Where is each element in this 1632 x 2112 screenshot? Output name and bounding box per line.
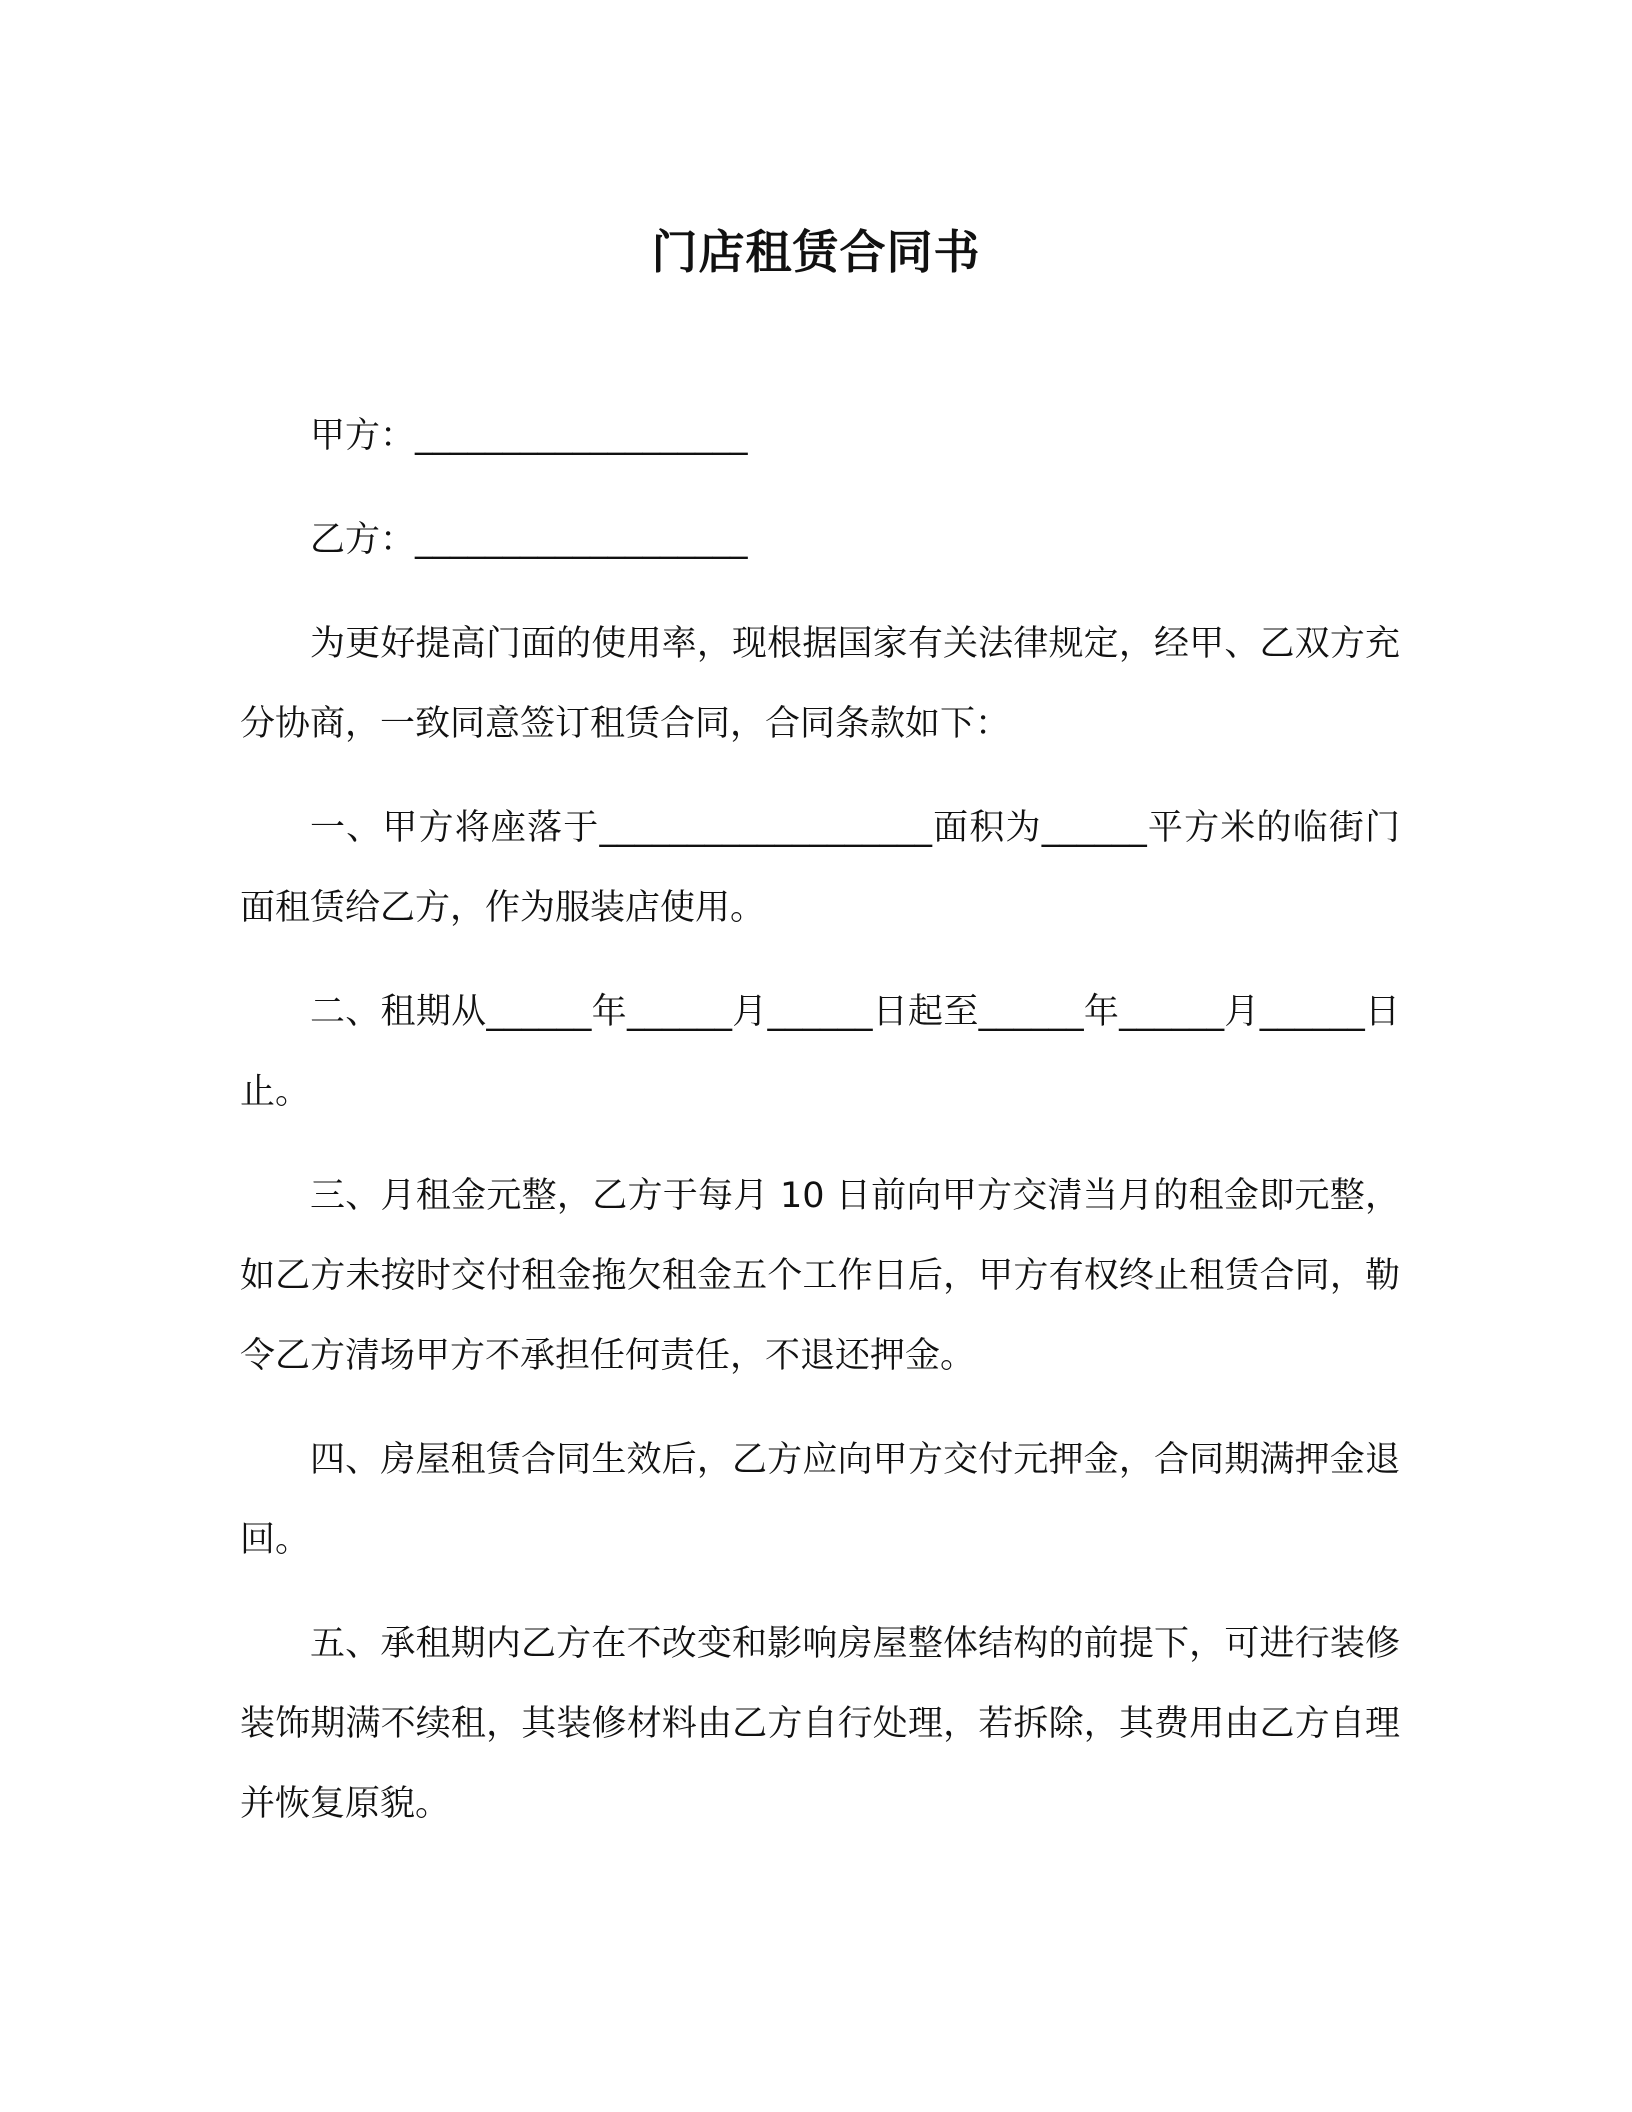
party-a-line: 甲方：___________________: [310, 416, 748, 456]
party-b-line: 乙方：___________________: [310, 520, 748, 560]
clause-2: 二、租期从______年______月______日起至______年______月______日止。: [240, 992, 1400, 1112]
document-title: 门店租赁合同书: [651, 225, 981, 279]
intro-paragraph: 为更好提高门面的使用率，现根据国家有关法律规定，经甲、乙双方充分协商，一致同意签订租赁合同，合同条款如下：: [240, 624, 1400, 744]
document-body: [240, 396, 1400, 1868]
clause-5: 五、承租期内乙方在不改变和影响房屋整体结构的前提下，可进行装修装饰期满不续租，其装修材料由乙方自行处理，若拆除，其费用由乙方自理并恢复原貌。: [240, 1624, 1400, 1824]
clause-3: 三、月租金元整，乙方于每月 10 日前向甲方交清当月的租金即元整，如乙方未按时交付租金拖欠租金五个工作日后，甲方有权终止租赁合同，勒令乙方清场甲方不承担任何责任，不退还押金。: [240, 1176, 1400, 1376]
clause-1: 一、甲方将座落于___________________面积为______平方米的临街门面租赁给乙方，作为服装店使用。: [240, 808, 1400, 928]
clause-4: 四、房屋租赁合同生效后，乙方应向甲方交付元押金，合同期满押金退回。: [240, 1440, 1400, 1560]
